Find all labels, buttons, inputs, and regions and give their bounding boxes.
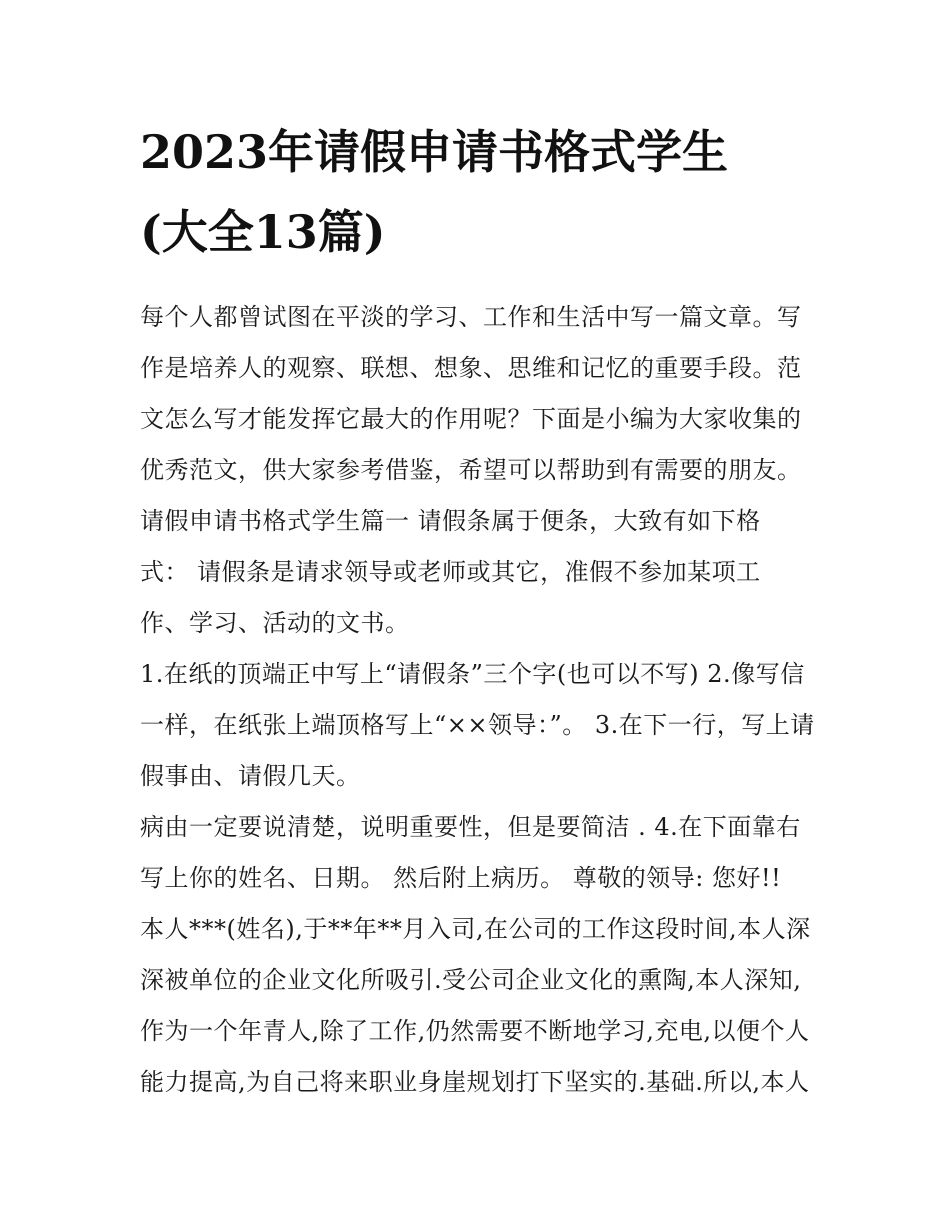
text-line: 作为一个年青人,除了工作,仍然需要不断地学习,充电,以便个人 (140, 1017, 810, 1045)
paragraph-sample-letter (140, 802, 820, 1108)
text-line: 每个人都曾试图在平淡的学习、工作和生活中写一篇文章。写 (140, 303, 802, 331)
title-line: (大全13篇) (140, 205, 386, 259)
text-line: 病由一定要说清楚，说明重要性，但是要简洁 . 4.在下面靠右 (140, 813, 801, 841)
paragraph-intro (140, 292, 820, 649)
text-line: 文怎么写才能发挥它最大的作用呢？下面是小编为大家收集的 (140, 405, 802, 433)
text-line: 1.在纸的顶端正中写上“请假条”三个字(也可以不写) 2.像写信 (140, 660, 805, 688)
text-line: 作是培养人的观察、联想、想象、思维和记忆的重要手段。范 (140, 354, 802, 382)
text-line: 作、学习、活动的文书。 (140, 609, 410, 637)
paragraph-format-steps (140, 649, 820, 802)
text-line: 一样，在纸张上端顶格写上“××领导：”。 3.在下一行，写上请 (140, 711, 815, 739)
text-line: 式： 请假条是请求领导或老师或其它，准假不参加某项工 (140, 558, 761, 586)
text-line: 写上你的姓名、日期。 然后附上病历。 尊敬的领导: 您好!! (140, 864, 782, 892)
text-line: 请假申请书格式学生篇一 请假条属于便条，大致有如下格 (140, 507, 761, 535)
text-line: 能力提高,为自己将来职业身崖规划打下坚实的.基础.所以,本人 (140, 1068, 810, 1096)
text-line: 深被单位的企业文化所吸引.受公司企业文化的熏陶,本人深知, (140, 966, 802, 994)
text-line: 假事由、请假几天。 (140, 762, 361, 790)
text-line: 优秀范文，供大家参考借鉴，希望可以帮助到有需要的朋友。 (140, 456, 802, 484)
title-line: 2023年请假申请书格式学生 (140, 125, 729, 179)
text-line: 本人***(姓名),于**年**月入司,在公司的工作这段时间,本人深 (140, 915, 811, 943)
document-body (140, 292, 820, 1108)
document-page (140, 112, 820, 1108)
document-title (140, 112, 820, 272)
